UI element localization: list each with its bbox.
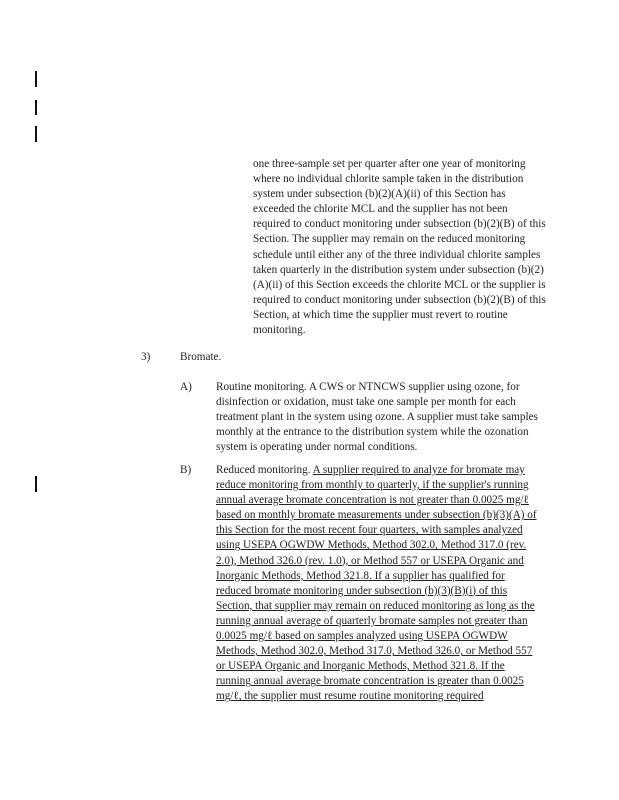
item-a-text: Routine monitoring. A CWS or NTNCWS supplier using ozone, for disinfection or oxidation, must take one sample per month for each treatment plant in the system using ozone. A supplier must take samples monthly at the entrance to the distribution system while the ozonation system is operating under normal conditions. — [216, 381, 538, 454]
revision-bar-2 — [35, 100, 37, 115]
item-b-lead: Reduced monitoring. — [216, 464, 311, 476]
item-b-paragraph — [216, 463, 541, 705]
item-b-text: A supplier required to analyze for bromate may reduce monitoring from monthly to quarterly, if the supplier's running annual average bromate concentration is not greater than 0.0025 mg/ℓ based on monthly bromate measurements under subsection (b)(3)(A) of this Section for the most recent four quarters, with samples analyzed using USEPA OGWDW Methods, Method 302.0, Method 317.0 (rev. 2.0), Method 326.0 (rev. 1.0), or Method 557 or USEPA Organic and Inorganic Methods, Method 321.8. If a supplier has qualified for reduced bromate monitoring under subsection (b)(3)(B)(i) of this Section, that supplier may remain on reduced monitoring as long as the running annual average of quarterly bromate samples not greater than 0.0025 mg/ℓ based on samples analyzed using USEPA OGWDW Methods, Method 302.0, Method 317.0, Method 326.0, or Method 557 or USEPA Organic and Inorganic Methods, Method 321.8. If the running annual average bromate concentration is greater than 0.0025 mg/ℓ, the supplier must resume routine monitoring required — [216, 464, 537, 703]
item-b-label: B) — [180, 464, 192, 476]
revision-bar-1 — [35, 71, 37, 87]
intro-paragraph: one three-sample set per quarter after one year of monitoring where no individual chlorite sample taken in the distribution system under subsection (b)(2)(A)(ii) of this Section has exceeded the chlorite MCL and the supplier has not been required to conduct monitoring under subsection (b)(2)(B) of this Section. The supplier may remain on the reduced monitoring schedule until either any of the three individual chlorite samples taken quarterly in the distribution system under subsection (b)(2)(A)(ii) of this Section exceeds the chlorite MCL or the supplier is required to conduct monitoring under subsection (b)(2)(B) of this Section, at which time the supplier must revert to routine monitoring. — [253, 158, 546, 337]
item-a-label: A) — [180, 381, 192, 393]
section-title: Bromate. — [180, 351, 222, 363]
revision-bar-3 — [35, 126, 37, 142]
revision-bar-4 — [35, 476, 37, 492]
section-number: 3) — [141, 351, 151, 363]
